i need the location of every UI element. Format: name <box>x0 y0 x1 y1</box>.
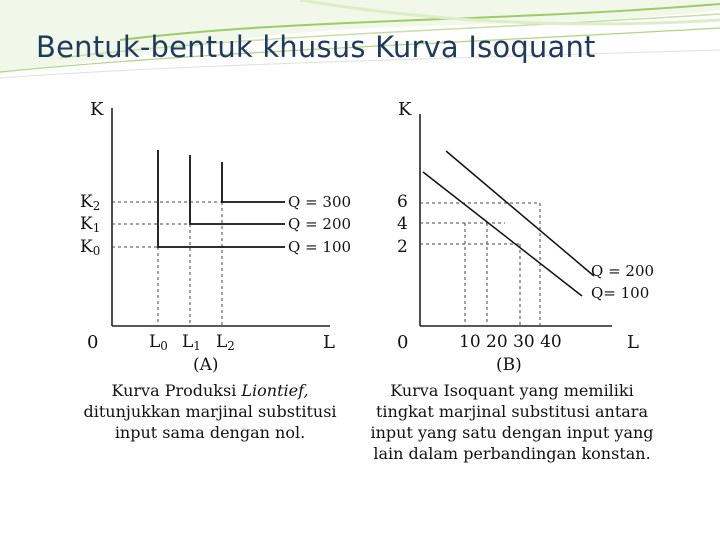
panel-a-l1-label: $L_1$ <box>182 332 201 353</box>
panel-a-origin: 0 <box>87 332 99 353</box>
panel-a-axis-x-label: L <box>323 332 335 353</box>
panel-b-caption-line: tingkat marjinal substitusi antara <box>376 402 648 421</box>
panel-b-caption <box>362 380 662 464</box>
panel-a-caption <box>70 380 350 443</box>
panel-a-k0-label: $K_0$ <box>80 237 101 258</box>
panel-b-l-ticks: 10 20 30 40 <box>459 332 562 352</box>
panel-a-caption-line: ditunjukkan marjinal substitusi <box>83 402 337 421</box>
panel-a-q200-label: Q = 200 <box>288 215 352 233</box>
panel-a-k1-label: $K_1$ <box>80 214 101 235</box>
panel-a-guides <box>112 202 285 326</box>
panel-b-caption-line: input yang satu dengan input yang <box>370 423 654 442</box>
panel-a-k2-label: $K_2$ <box>80 192 101 213</box>
panel-b-axes <box>420 114 612 326</box>
panel-b-k-tick-4: 4 <box>397 214 408 234</box>
panel-a-q100-label: Q = 100 <box>288 238 352 256</box>
panel-b-axis-y-label: K <box>398 99 412 120</box>
panel-a-q300-label: Q = 300 <box>288 193 352 211</box>
panel-a-tag: (A) <box>193 355 219 375</box>
panel-b-k-tick-2: 2 <box>397 237 408 257</box>
panel-a-caption-line: Kurva Produksi Liontief, <box>111 381 309 400</box>
panel-b-q100-label: Q= 100 <box>591 284 650 302</box>
panel-b-tag: (B) <box>496 355 522 375</box>
panel-b-isoquants <box>423 151 594 296</box>
panel-b-q200-label: Q = 200 <box>591 262 655 280</box>
panel-a-axis-y-label: K <box>90 99 104 120</box>
panel-b-axis-x-label: L <box>627 332 639 353</box>
panel-a-caption-line: input sama dengan nol. <box>114 423 306 442</box>
panel-b-caption-line: lain dalam perbandingan konstan. <box>373 444 651 463</box>
panel-a-l2-label: $L_2$ <box>216 332 235 353</box>
panel-b-origin: 0 <box>397 332 409 353</box>
panel-b-caption-line: Kurva Isoquant yang memiliki <box>390 381 634 400</box>
panel-b-guides <box>420 203 540 326</box>
panel-b-k-tick-6: 6 <box>397 192 408 212</box>
slide-title: Bentuk-bentuk khusus Kurva Isoquant <box>36 30 596 64</box>
panel-a-l0-label: $L_0$ <box>149 332 168 353</box>
